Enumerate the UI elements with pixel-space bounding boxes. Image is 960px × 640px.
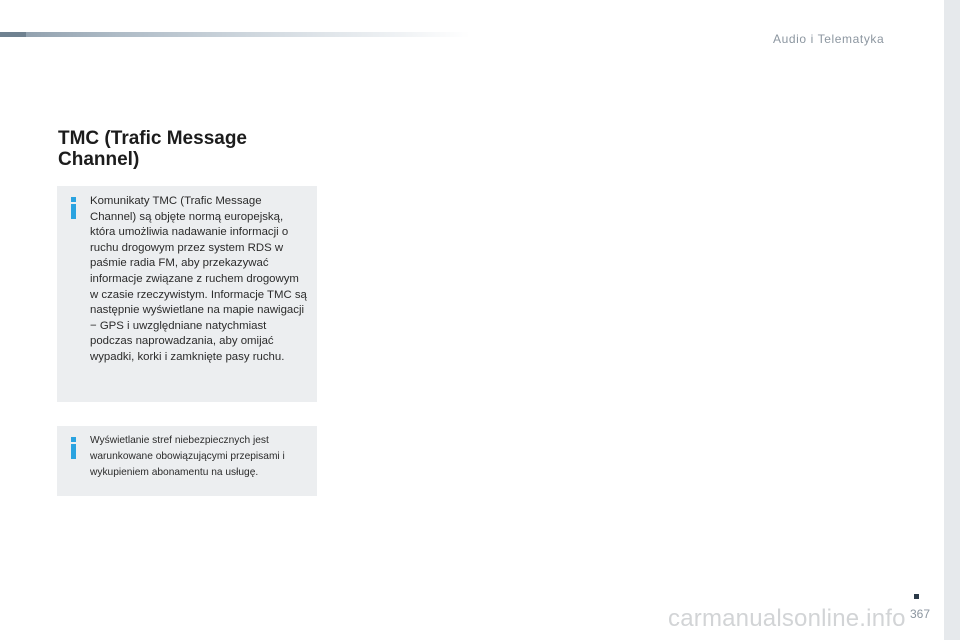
page-marker — [914, 594, 919, 599]
info-icon — [71, 437, 76, 459]
info-text: Wyświetlanie stref niebezpiecznych jest warunkowane obowiązującymi przepisami i wykupieniem abonamentu na usługę. — [90, 435, 285, 478]
page-number: 367 — [910, 607, 931, 621]
page-heading: TMC (Trafic Message Channel) — [58, 128, 247, 170]
info-box-danger-zones — [57, 426, 317, 496]
info-icon — [71, 197, 76, 219]
watermark[interactable]: carmanualsonline.info — [668, 605, 906, 632]
page-edge-strip — [944, 0, 960, 640]
section-title: Audio i Telematyka — [773, 32, 885, 46]
info-box-tmc — [57, 186, 317, 402]
info-text: Komunikaty TMC (Trafic Message Channel) są objęte normą europejską, która umożliwia nadawanie informacji o ruchu drogowym przez system RDS w paśmie radia FM, aby przekazywać informacje związane z ruchem drogowym w czasie rzeczywistym. Informacje TMC są następnie wyświetlane na mapie nawigacji − GPS i uwzględniane natychmiast podczas naprowadzania, aby omijać wypadki, korki i zamknięte pasy ruchu. — [90, 195, 307, 363]
header-bar — [0, 32, 470, 37]
